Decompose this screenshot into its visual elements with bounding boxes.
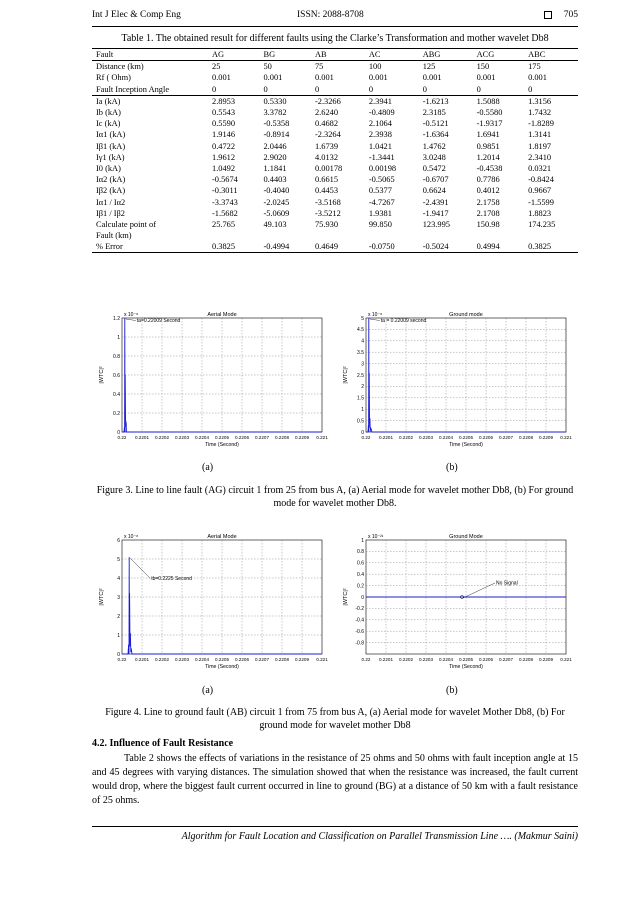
table-cell: 0.001 bbox=[368, 73, 388, 83]
x-tick-label: 0.2204 bbox=[438, 657, 454, 662]
table-cell: 2.1708 bbox=[476, 208, 500, 218]
table-cell bbox=[473, 230, 524, 241]
table-cell: 0.001 bbox=[212, 73, 231, 83]
x-tick-label: 0.2208 bbox=[274, 435, 290, 440]
table-cell: 0.9851 bbox=[476, 141, 500, 151]
y-tick-label: 3 bbox=[117, 594, 120, 601]
chart-title: Aerial Mode bbox=[207, 312, 237, 318]
table-cell: 0.4682 bbox=[314, 119, 338, 129]
y-tick-label: 5 bbox=[361, 315, 364, 322]
table-cell: -2.3264 bbox=[314, 130, 341, 140]
y-tick-label: 1 bbox=[361, 537, 364, 544]
y-tick-label: 1 bbox=[117, 334, 120, 341]
x-tick-label: 0.221 bbox=[560, 657, 572, 662]
table-row-label: Iα1 (kA) bbox=[96, 130, 126, 140]
x-tick-label: 0.2209 bbox=[538, 435, 554, 440]
section-title: 4.2. Influence of Fault Resistance bbox=[92, 738, 234, 749]
table-cell: 2.3941 bbox=[365, 95, 419, 107]
page-footer: Algorithm for Fault Location and Classification on Parallel Transmission Line …. (Makmur Saini) bbox=[92, 826, 578, 842]
table-row bbox=[92, 174, 578, 185]
figure4-ground-mode-plot bbox=[340, 530, 572, 674]
x-tick-label: 0.2203 bbox=[418, 435, 434, 440]
y-tick-label: 0 bbox=[117, 429, 120, 436]
y-tick-label: 5 bbox=[117, 556, 120, 563]
y-tick-label: 0.4 bbox=[357, 572, 364, 578]
x-tick-label: 0.2203 bbox=[174, 657, 190, 662]
table-cell: -0.8424 bbox=[528, 175, 554, 185]
table-cell: -3.5168 bbox=[314, 197, 341, 207]
table-cell: 0.5330 bbox=[259, 95, 310, 107]
table-row-label: Iγ1 (kA) bbox=[96, 152, 125, 162]
table-row bbox=[92, 241, 578, 253]
table-header-cell: ACG bbox=[473, 49, 524, 61]
table-cell: 4.0132 bbox=[314, 152, 338, 162]
y-tick-label: 1.5 bbox=[357, 395, 364, 402]
table-cell: 0.001 bbox=[476, 73, 496, 83]
table-cell: 1.2014 bbox=[476, 152, 500, 162]
page-header bbox=[92, 8, 578, 27]
table-row bbox=[92, 219, 578, 230]
table-cell: -0.5580 bbox=[476, 108, 503, 118]
table-cell: 75 bbox=[314, 62, 324, 72]
table-row-label: Fault (km) bbox=[96, 231, 132, 241]
table-cell: 0.4403 bbox=[263, 175, 287, 185]
table-row-label: Iβ1 (kA) bbox=[96, 141, 126, 151]
y-tick-label: 0.8 bbox=[357, 549, 364, 556]
chart-svg bbox=[340, 530, 572, 674]
figure4-aerial-mode-plot bbox=[96, 530, 328, 674]
x-tick-label: 0.2209 bbox=[294, 657, 310, 662]
table-cell: 0.001 bbox=[263, 73, 283, 83]
x-tick-label: 0.22 bbox=[117, 435, 127, 440]
table-cell bbox=[259, 230, 310, 241]
table-row bbox=[92, 95, 578, 107]
chart-title: Ground mode bbox=[449, 312, 483, 318]
table-cell: 25 bbox=[212, 62, 221, 72]
table-cell: 1.9381 bbox=[368, 208, 392, 218]
table-cell: 0.3825 bbox=[208, 241, 259, 253]
table-cell: -1.5599 bbox=[528, 197, 554, 207]
table-row-label: I0 (kA) bbox=[96, 163, 121, 173]
table-cell: -0.5065 bbox=[368, 175, 395, 185]
table-cell bbox=[208, 230, 259, 241]
y-tick-label: -0.2 bbox=[355, 606, 364, 613]
table-cell: 2.6240 bbox=[314, 108, 338, 118]
x-tick-label: 0.22 bbox=[361, 657, 371, 662]
table-header-cell: ABC bbox=[524, 49, 578, 61]
table-cell: -0.8914 bbox=[263, 130, 290, 140]
table-cell: 100 bbox=[368, 62, 382, 72]
table-cell: 0.001 bbox=[528, 73, 547, 83]
annotation-label: ta=0.22009 Second bbox=[136, 318, 181, 324]
table-cell: 175 bbox=[528, 62, 541, 72]
y-axis-label: |WTC|² bbox=[99, 366, 105, 384]
table-row-label: Ic (kA) bbox=[96, 119, 121, 129]
figure3-caption: Figure 3. Line to line fault (AG) circuit 1 from 25 from bus A, (a) Aerial mode for wavelet mother Db8, (b) For ground mode for wavelet mother Db8. bbox=[96, 485, 574, 509]
table-row bbox=[92, 129, 578, 140]
checkbox-icon bbox=[544, 11, 552, 19]
x-tick-label: 0.221 bbox=[560, 435, 572, 440]
table-cell: 174.235 bbox=[528, 219, 556, 229]
y-exponent-label: x 10⁻⁸ bbox=[368, 312, 383, 318]
table-row-label: Iα1 / Iα2 bbox=[96, 197, 126, 207]
y-tick-label: -0.6 bbox=[355, 629, 364, 635]
table-header-cell: AC bbox=[365, 49, 419, 61]
table-cell: 0.4722 bbox=[212, 141, 236, 151]
x-tick-label: 0.2205 bbox=[214, 435, 230, 440]
table-cell: -1.6364 bbox=[422, 130, 449, 140]
table-row bbox=[92, 185, 578, 196]
table-cell: 3.3782 bbox=[263, 108, 287, 118]
x-tick-label: 0.2209 bbox=[538, 657, 554, 662]
x-tick-label: 0.2204 bbox=[438, 435, 454, 440]
y-tick-label: -0.4 bbox=[355, 617, 364, 624]
table-row-label: Fault Inception Angle bbox=[96, 84, 170, 94]
y-exponent-label: x 10⁻⁸ bbox=[124, 534, 139, 540]
y-tick-label: 0.2 bbox=[113, 410, 120, 417]
table-cell: 0.00198 bbox=[368, 163, 397, 173]
x-tick-label: 0.2203 bbox=[174, 435, 190, 440]
table-row-label: Ia (kA) bbox=[92, 95, 208, 107]
x-tick-label: 0.2208 bbox=[518, 435, 534, 440]
table-header-cell: ABG bbox=[419, 49, 473, 61]
page-number-area bbox=[544, 10, 578, 20]
table-row bbox=[92, 163, 578, 174]
table-cell: -5.0609 bbox=[263, 208, 290, 218]
y-tick-label: 4 bbox=[117, 575, 120, 582]
annotation-label: ta = 0.22009 second bbox=[380, 318, 427, 324]
x-tick-label: 0.2202 bbox=[398, 657, 414, 662]
table-cell: -1.6213 bbox=[419, 95, 473, 107]
table-cell: 1.9612 bbox=[212, 152, 236, 162]
y-tick-label: 1 bbox=[361, 407, 364, 413]
x-tick-label: 0.2203 bbox=[418, 657, 434, 662]
table-cell: 1.4762 bbox=[422, 141, 446, 151]
table-cell bbox=[419, 230, 473, 241]
y-tick-label: 0.8 bbox=[113, 353, 120, 360]
table-cell: 1.0421 bbox=[368, 141, 392, 151]
y-tick-label: 2 bbox=[361, 384, 364, 391]
table-cell: 2.3938 bbox=[368, 130, 392, 140]
table-cell: 99.850 bbox=[368, 219, 392, 229]
y-tick-label: 0 bbox=[361, 429, 364, 436]
table-cell: 0.001 bbox=[314, 73, 334, 83]
table-cell: 0.5590 bbox=[212, 119, 236, 129]
table-cell: -0.0750 bbox=[365, 241, 419, 253]
table-cell: -0.5024 bbox=[419, 241, 473, 253]
figure4-caption: Figure 4. Line to ground fault (AB) circuit 1 from 75 from bus A, (a) Aerial mode for wavelet Mother Db8, (b) For ground mode for wavelet mother Db8 bbox=[105, 707, 565, 731]
table-cell: 1.7432 bbox=[528, 108, 552, 118]
table-cell: 0.6624 bbox=[422, 186, 446, 196]
table-cell: 0.7786 bbox=[476, 175, 500, 185]
table-row bbox=[92, 152, 578, 163]
y-tick-label: 2.5 bbox=[357, 372, 364, 379]
table-header-cell: Fault bbox=[92, 49, 208, 61]
x-tick-label: 0.2209 bbox=[294, 435, 310, 440]
x-tick-label: 0.2202 bbox=[398, 435, 414, 440]
table-cell: 50 bbox=[263, 62, 272, 72]
y-axis-label: |WTC|² bbox=[343, 366, 349, 384]
x-axis-label: Time (Second) bbox=[205, 442, 239, 448]
chart-svg bbox=[340, 308, 572, 452]
table-cell: 1.9146 bbox=[212, 130, 236, 140]
x-tick-label: 0.2204 bbox=[194, 657, 210, 662]
table-cell: 2.3410 bbox=[528, 152, 552, 162]
table-cell: -1.9317 bbox=[476, 119, 503, 129]
figure4-sub-a-label: (a) bbox=[202, 685, 214, 696]
x-tick-label: 0.22 bbox=[361, 435, 371, 440]
page-number: 705 bbox=[563, 10, 578, 20]
x-tick-label: 0.2205 bbox=[458, 435, 474, 440]
table-cell: 0 bbox=[212, 84, 217, 94]
y-tick-label: 0 bbox=[117, 651, 120, 658]
x-tick-label: 0.2206 bbox=[478, 435, 494, 440]
table-caption: Table 1. The obtained result for different faults using the Clarke’s Transformation and mother wavelet Db8 bbox=[121, 33, 549, 44]
table-cell: 0.5543 bbox=[212, 108, 236, 118]
table-cell: 150.98 bbox=[476, 219, 500, 229]
figure3-aerial-mode-plot bbox=[96, 308, 328, 452]
x-tick-label: 0.2204 bbox=[194, 435, 210, 440]
table-cell: 3.0248 bbox=[422, 152, 446, 162]
table-cell: -0.5674 bbox=[212, 175, 238, 185]
table-cell: 1.5088 bbox=[473, 95, 524, 107]
figure4-sub-b-label: (b) bbox=[446, 685, 458, 696]
table-cell: 1.8823 bbox=[528, 208, 552, 218]
y-exponent-label: x 10⁻²¹ bbox=[368, 534, 384, 540]
table-row bbox=[92, 84, 578, 96]
y-tick-label: 0.2 bbox=[357, 583, 364, 590]
table-row-label: Iβ1 / Iβ2 bbox=[96, 208, 125, 218]
table-header-cell: AG bbox=[208, 49, 259, 61]
y-tick-label: 3 bbox=[361, 361, 364, 368]
table-cell: 0.5472 bbox=[422, 163, 446, 173]
table-cell: 0 bbox=[422, 84, 427, 94]
chart-title: Aerial Mode bbox=[207, 534, 237, 540]
x-tick-label: 0.221 bbox=[316, 657, 328, 662]
x-tick-label: 0.2202 bbox=[154, 435, 170, 440]
table-cell: 0.4994 bbox=[473, 241, 524, 253]
table-header-cell: BG bbox=[259, 49, 310, 61]
table-cell: 0.00178 bbox=[314, 163, 343, 173]
table-cell: -0.5358 bbox=[263, 119, 290, 129]
table-cell: -1.8289 bbox=[528, 119, 554, 129]
table-cell: -2.0245 bbox=[263, 197, 290, 207]
table-cell: 0.5377 bbox=[368, 186, 392, 196]
table-cell: -0.4994 bbox=[259, 241, 310, 253]
table-cell: 2.3185 bbox=[422, 108, 446, 118]
table-cell: 2.1064 bbox=[368, 119, 392, 129]
chart-svg bbox=[96, 308, 328, 452]
table-cell: 0 bbox=[368, 84, 374, 94]
x-tick-label: 0.2205 bbox=[214, 657, 230, 662]
x-tick-label: 0.2207 bbox=[498, 435, 514, 440]
table-cell bbox=[524, 230, 578, 241]
x-tick-label: 0.2208 bbox=[274, 657, 290, 662]
table-cell: 2.9020 bbox=[263, 152, 287, 162]
y-tick-label: 0.6 bbox=[113, 372, 120, 379]
table-cell: -3.3743 bbox=[212, 197, 238, 207]
x-tick-label: 0.2208 bbox=[518, 657, 534, 662]
table-cell: -1.5682 bbox=[212, 208, 238, 218]
x-tick-label: 0.2206 bbox=[234, 435, 250, 440]
table-cell: -1.3441 bbox=[368, 152, 395, 162]
table-row bbox=[92, 118, 578, 129]
y-tick-label: 0.4 bbox=[113, 391, 120, 398]
chart-svg bbox=[96, 530, 328, 674]
table-cell: -0.4809 bbox=[368, 108, 395, 118]
table-row bbox=[92, 61, 578, 73]
x-tick-label: 0.2207 bbox=[254, 657, 270, 662]
table-cell: -4.7267 bbox=[368, 197, 395, 207]
table-cell: -2.3266 bbox=[311, 95, 365, 107]
y-tick-label: 2 bbox=[117, 613, 120, 620]
table-row bbox=[92, 72, 578, 83]
x-tick-label: 0.2206 bbox=[234, 657, 250, 662]
table-cell: -0.5121 bbox=[422, 119, 449, 129]
table-row bbox=[92, 208, 578, 219]
table-row bbox=[92, 196, 578, 207]
x-tick-label: 0.2201 bbox=[378, 657, 394, 662]
table-row-label: Iα2 (kA) bbox=[96, 175, 126, 185]
table-cell: 49.103 bbox=[263, 219, 287, 229]
issn: ISSN: 2088-8708 bbox=[297, 10, 364, 20]
y-tick-label: 0.6 bbox=[357, 560, 364, 567]
table-cell: 1.8197 bbox=[528, 141, 552, 151]
table-cell: -0.6707 bbox=[422, 175, 449, 185]
table-cell: 0.6615 bbox=[314, 175, 338, 185]
x-axis-label: Time (Second) bbox=[449, 442, 483, 448]
annotation-label: No Signal bbox=[496, 580, 518, 587]
table-header-row bbox=[92, 49, 578, 61]
table-cell: -3.5212 bbox=[314, 208, 341, 218]
table-cell: -2.4391 bbox=[422, 197, 449, 207]
table-cell: 125 bbox=[422, 62, 436, 72]
table-cell bbox=[311, 230, 365, 241]
table-cell: 0.001 bbox=[422, 73, 442, 83]
x-tick-label: 0.2201 bbox=[378, 435, 394, 440]
x-tick-label: 0.22 bbox=[117, 657, 127, 662]
section-body: Table 2 shows the effects of variations in the resistance of 25 ohms and 50 ohms with fault inception angle at 15 and 45 degrees with varying distances. The simulation showed that when the resistance was increased, the fault current would drop, where the biggest fault current occurred in line to ground (BG) at a distance of 50 km with a fault resistance of 25 ohms. bbox=[92, 753, 578, 806]
table-cell: 0 bbox=[528, 84, 533, 94]
y-axis-label: |WTC|² bbox=[99, 588, 105, 606]
table-row-label: Iβ2 (kA) bbox=[96, 186, 126, 196]
figure3-ground-mode-plot bbox=[340, 308, 572, 452]
table-cell: 0.3825 bbox=[524, 241, 578, 253]
y-tick-label: 3.5 bbox=[357, 350, 364, 356]
y-tick-label: 4.5 bbox=[357, 327, 364, 334]
x-tick-label: 0.2207 bbox=[254, 435, 270, 440]
table-cell: 0.4453 bbox=[314, 186, 338, 196]
table-cell: 1.3141 bbox=[528, 130, 552, 140]
x-tick-label: 0.2205 bbox=[458, 657, 474, 662]
table-cell: 1.0492 bbox=[212, 163, 236, 173]
y-tick-label: 6 bbox=[117, 537, 120, 544]
table-cell bbox=[365, 230, 419, 241]
y-tick-label: 0 bbox=[361, 594, 364, 601]
table-cell: 2.8953 bbox=[208, 95, 259, 107]
y-tick-label: 4 bbox=[361, 338, 364, 345]
y-tick-label: -0.8 bbox=[355, 640, 364, 647]
table-row-label: % Error bbox=[92, 241, 208, 253]
journal-name: Int J Elec & Comp Eng bbox=[92, 10, 181, 20]
table-cell: -0.3011 bbox=[212, 186, 238, 196]
table-cell: 1.6941 bbox=[476, 130, 500, 140]
x-tick-label: 0.2201 bbox=[134, 657, 150, 662]
table-cell: 0.4649 bbox=[311, 241, 365, 253]
table-cell: -0.4538 bbox=[476, 163, 503, 173]
table-cell: 25.765 bbox=[212, 219, 236, 229]
table-cell: 0 bbox=[314, 84, 320, 94]
table-cell: 123.995 bbox=[422, 219, 450, 229]
results-table bbox=[92, 48, 578, 253]
table-row bbox=[92, 107, 578, 118]
table-cell: 0 bbox=[476, 84, 481, 94]
x-tick-label: 0.2202 bbox=[154, 657, 170, 662]
y-tick-label: 1.2 bbox=[113, 315, 120, 322]
table-row-label: Ib (kA) bbox=[96, 108, 121, 118]
table-cell: 2.1758 bbox=[476, 197, 500, 207]
x-axis-label: Time (Second) bbox=[205, 664, 239, 670]
table-cell: 0.4012 bbox=[476, 186, 500, 196]
table-cell: 0 bbox=[263, 84, 268, 94]
y-axis-label: |WTC|² bbox=[343, 588, 349, 606]
table-cell: 1.6739 bbox=[314, 141, 338, 151]
x-tick-label: 0.221 bbox=[316, 435, 328, 440]
table-cell: -1.9417 bbox=[422, 208, 449, 218]
table-cell: 75.930 bbox=[314, 219, 338, 229]
x-axis-label: Time (Second) bbox=[449, 664, 483, 670]
x-tick-label: 0.2201 bbox=[134, 435, 150, 440]
table-cell: 1.1841 bbox=[263, 163, 287, 173]
figure3-sub-a-label: (a) bbox=[202, 462, 214, 473]
table-row bbox=[92, 141, 578, 152]
table-header-cell: AB bbox=[311, 49, 365, 61]
y-tick-label: 0.5 bbox=[357, 418, 364, 425]
chart-title: Ground Mode bbox=[449, 534, 483, 540]
y-exponent-label: x 10⁻⁸ bbox=[124, 312, 139, 318]
table-cell: 150 bbox=[476, 62, 490, 72]
table-row-label: Rf ( Ohm) bbox=[96, 73, 131, 83]
table-cell: 1.3156 bbox=[524, 95, 578, 107]
y-tick-label: 1 bbox=[117, 632, 120, 639]
table-cell: 2.0446 bbox=[263, 141, 287, 151]
table-row-label: Calculate point of bbox=[96, 219, 157, 229]
table-cell: 0.0321 bbox=[528, 163, 552, 173]
x-tick-label: 0.2206 bbox=[478, 657, 494, 662]
table-row-label: Distance (km) bbox=[96, 62, 144, 72]
annotation-label: tb=0.2225 Second bbox=[151, 575, 192, 582]
x-tick-label: 0.2207 bbox=[498, 657, 514, 662]
figure3-sub-b-label: (b) bbox=[446, 462, 458, 473]
table-cell: 0.9667 bbox=[528, 186, 552, 196]
table-row bbox=[92, 230, 578, 241]
table-cell: -0.4040 bbox=[263, 186, 290, 196]
